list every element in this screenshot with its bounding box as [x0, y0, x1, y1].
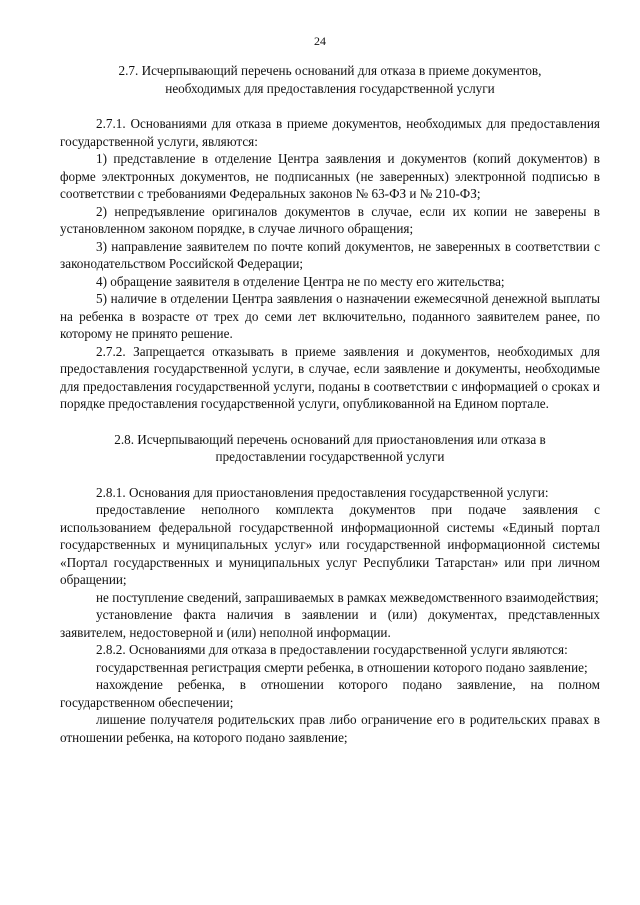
list-item: установление факта наличия в заявлении и (или) документах, представленных заявителем, недостоверной и (или) неполной информации. [60, 607, 600, 640]
list-item: государственная регистрация смерти ребенка, в отношении которого подано заявление; [96, 659, 588, 675]
section-2-8 [60, 431, 600, 747]
page-number: 24 [314, 34, 326, 48]
paragraph-2-8-1: 2.8.1. Основания для приостановления предоставления государственной услуги: [96, 484, 549, 500]
paragraph-2-7-2: 2.7.2. Запрещается отказывать в приеме заявления и документов, необходимых для предоставления государственной услуги, в случае, если заявление и документы, необходимые для предоставления государственной услуги, поданы в соответствии с информацией о сроках и порядке предоставления государственной услуги, опубликованной на Едином портале. [60, 343, 600, 411]
list-item: предоставление неполного комплекта документов при подаче заявления с использованием федеральной государственной информационной системы «Единый портал государственных и муниципальных услуг» или государственной информационной системы «Портал государственных и муниципальных услуг Республики Татарстан» или при личном обращении; [60, 502, 600, 587]
section-2-7 [60, 62, 600, 413]
heading-line: предоставлении государственной услуги [215, 449, 445, 464]
list-item: не поступление сведений, запрашиваемых в рамках межведомственного взаимодействия; [96, 589, 599, 605]
heading-line: 2.8. Исчерпывающий перечень оснований для приостановления или отказа в [114, 431, 546, 447]
section-2-8-heading [60, 431, 600, 466]
paragraph-2-8-2: 2.8.2. Основаниями для отказа в предоставлении государственной услуги являются: [96, 642, 568, 657]
list-item: 4) обращение заявителя в отделение Центра не по месту его жительства; [96, 273, 505, 289]
paragraph-2-7-1: 2.7.1. Основаниями для отказа в приеме документов, необходимых для предоставления государственной услуги, являются: [60, 116, 600, 149]
heading-line: 2.7. Исчерпывающий перечень оснований для отказа в приеме документов, [118, 63, 542, 78]
list-item: лишение получателя родительских прав либо ограничение его в родительских правах в отношении ребенка, на которого подано заявление; [60, 712, 600, 745]
list-item: 3) направление заявителем по почте копий документов, не заверенных в соответствии с законодательством Российской Федерации; [60, 238, 600, 271]
section-2-7-heading [60, 62, 600, 97]
list-item: нахождение ребенка, в отношении которого подано заявление, на полном государственном обеспечении; [60, 677, 600, 710]
list-item: 2) непредъявление оригиналов документов в случае, если их копии не заверены в установленном законом порядке, в случае личного обращения; [60, 203, 600, 236]
list-item: 5) наличие в отделении Центра заявления о назначении ежемесячной денежной выплаты на ребенка в возрасте от трех до семи лет включительно, поданного заявителем ранее, по которому не принято решение. [60, 291, 600, 341]
heading-line: необходимых для предоставления государственной услуги [165, 80, 495, 96]
list-item: 1) представление в отделение Центра заявления и документов (копий документов) в форме электронных документов, не подписанных (не заверенных) электронной подписью в соответствии с требованиями Федеральных законов № 63-ФЗ и № 210-ФЗ; [60, 151, 600, 201]
page-content [60, 62, 600, 746]
